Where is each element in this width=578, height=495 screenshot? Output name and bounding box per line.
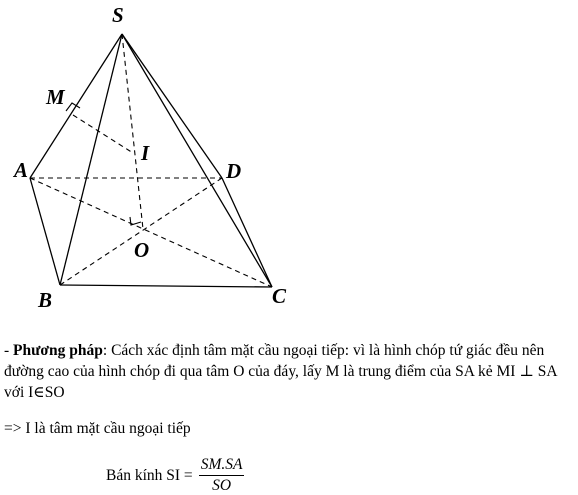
edge-SD: [122, 34, 222, 178]
edge-BC: [60, 285, 272, 287]
formula-denominator: SO: [212, 477, 232, 494]
diagonal-AC: [30, 178, 272, 287]
method-text: : Cách xác định tâm mặt cầu ngoại tiếp: vì là hình chóp tứ giác đều nên đường cao của hình chóp đi qua tâm O của đáy, lấy M là trung điểm của SA kẻ MI ⊥ SA với I∈SO: [4, 342, 557, 401]
label-D: D: [226, 159, 242, 183]
formula-fraction: [199, 456, 245, 495]
edge-SB: [60, 34, 122, 285]
radius-formula: [106, 456, 244, 495]
label-S: S: [112, 3, 124, 27]
method-prefix: -: [4, 342, 14, 359]
diagonal-BD: [60, 178, 222, 285]
label-A: A: [14, 158, 29, 182]
method-title: Phương pháp: [13, 342, 103, 359]
edge-DC: [222, 178, 272, 287]
segment-MI: [73, 115, 133, 153]
label-B: B: [38, 288, 53, 312]
formula-label: Bán kính SI =: [106, 466, 193, 484]
label-O: O: [134, 238, 150, 262]
conclusion-text: => I là tâm mặt cầu ngoại tiếp: [4, 420, 191, 437]
method-paragraph: [4, 340, 574, 403]
formula-numerator: SM.SA: [199, 456, 245, 476]
label-C: C: [272, 284, 287, 308]
label-M: M: [46, 85, 65, 109]
edge-AB: [30, 178, 60, 285]
label-I: I: [141, 141, 150, 165]
